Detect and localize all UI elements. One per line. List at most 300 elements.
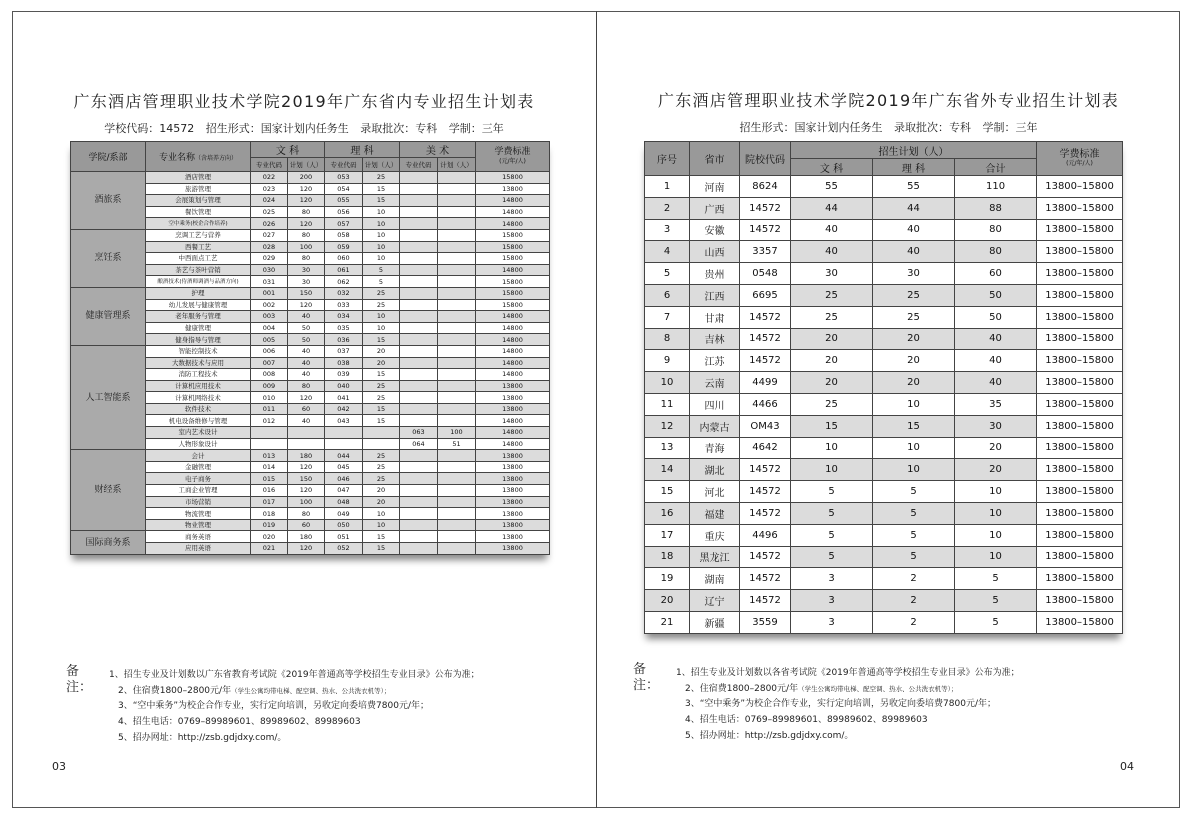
wenke-cell: 10 [791, 437, 873, 459]
like-plan-cell: 25 [363, 172, 400, 184]
header-meishu: 美 术 [400, 142, 476, 158]
header-like-plan: 计划（人） [363, 158, 400, 172]
table-row [645, 176, 1123, 198]
no-cell: 14 [645, 459, 690, 481]
wenke-code-cell: 017 [251, 496, 288, 508]
fee-cell: 13800–15800 [1037, 459, 1123, 481]
wenke-plan-cell: 40 [288, 357, 325, 369]
wenke-cell: 5 [791, 502, 873, 524]
major-cell: 健身指导与管理 [146, 334, 251, 346]
like-code-cell: 048 [325, 496, 363, 508]
like-plan-cell: 15 [363, 195, 400, 207]
header-plan: 招生计划（人） [791, 142, 1037, 159]
right-notes-list [676, 666, 1020, 745]
admission-batch: 录取批次：专科 [360, 122, 438, 135]
province-cell: 江苏 [690, 350, 740, 372]
wenke-plan-cell: 100 [288, 241, 325, 253]
like-plan-cell: 10 [363, 206, 400, 218]
like-code-cell: 060 [325, 253, 363, 265]
province-cell: 内蒙古 [690, 415, 740, 437]
total-cell: 50 [955, 306, 1037, 328]
fee-cell: 14800 [476, 195, 550, 207]
table-row [645, 502, 1123, 524]
major-cell: 酒店管理 [146, 172, 251, 184]
major-cell: 幼儿发展与健康管理 [146, 299, 251, 311]
like-cell: 30 [873, 263, 955, 285]
fee-cell: 14800 [476, 427, 550, 439]
like-plan-cell: 10 [363, 241, 400, 253]
admission-batch: 录取批次：专科 [894, 121, 971, 134]
meishu-code-cell [400, 415, 438, 427]
header-fee-label: 学费标准 [494, 146, 531, 157]
study-years: 学制：三年 [982, 121, 1038, 134]
table-row [645, 437, 1123, 459]
major-cell: 人物形象设计 [146, 438, 251, 450]
meishu-code-cell [400, 380, 438, 392]
total-cell: 40 [955, 372, 1037, 394]
like-plan-cell: 20 [363, 485, 400, 497]
wenke-cell: 3 [791, 611, 873, 633]
province-cell: 云南 [690, 372, 740, 394]
code-cell: 14572 [740, 306, 791, 328]
right-notes-label: 备注： [633, 662, 660, 693]
wenke-plan-cell: 30 [288, 264, 325, 276]
left-page-number: 03 [52, 760, 66, 773]
fee-cell: 13800–15800 [1037, 284, 1123, 306]
wenke-code-cell: 010 [251, 392, 288, 404]
fee-cell: 13800 [476, 473, 550, 485]
fee-cell: 13800–15800 [1037, 590, 1123, 612]
meishu-code-cell [400, 183, 438, 195]
dept-cell: 健康管理系 [71, 287, 146, 345]
wenke-cell: 20 [791, 372, 873, 394]
meishu-plan-cell: 100 [438, 427, 476, 439]
like-code-cell: 056 [325, 206, 363, 218]
major-cell: 大数据技术与应用 [146, 357, 251, 369]
fee-cell: 14800 [476, 357, 550, 369]
wenke-code-cell: 008 [251, 369, 288, 381]
no-cell: 10 [645, 372, 690, 394]
no-cell: 5 [645, 263, 690, 285]
meishu-plan-cell [438, 531, 476, 543]
wenke-cell: 40 [791, 219, 873, 241]
like-plan-cell [363, 427, 400, 439]
major-cell: 软件技术 [146, 403, 251, 415]
wenke-plan-cell: 40 [288, 345, 325, 357]
header-fee-label: 学费标准 [1059, 148, 1100, 160]
wenke-code-cell: 020 [251, 531, 288, 543]
meishu-code-cell [400, 403, 438, 415]
major-cell: 计算机网络技术 [146, 392, 251, 404]
total-cell: 40 [955, 328, 1037, 350]
wenke-code-cell: 006 [251, 345, 288, 357]
code-cell: 3357 [740, 241, 791, 263]
table-row [645, 611, 1123, 633]
total-cell: 110 [955, 176, 1037, 198]
no-cell: 13 [645, 437, 690, 459]
enroll-form: 招生形式：国家计划内任务生 [205, 122, 349, 135]
total-cell: 20 [955, 459, 1037, 481]
major-cell: 空中乘务(校企合作培养) [146, 218, 251, 230]
total-cell: 10 [955, 524, 1037, 546]
header-dept: 学院/系部 [71, 142, 146, 172]
major-cell: 会计 [146, 450, 251, 462]
wenke-code-cell: 019 [251, 519, 288, 531]
like-code-cell: 057 [325, 218, 363, 230]
fee-cell: 13800–15800 [1037, 393, 1123, 415]
in-province-table-box [70, 141, 549, 555]
major-cell: 中西面点工艺 [146, 253, 251, 265]
school-code: 学校代码：14572 [104, 122, 195, 135]
meishu-code-cell [400, 276, 438, 288]
meishu-code-cell [400, 299, 438, 311]
header-no: 序号 [645, 142, 690, 176]
fee-cell: 13800 [476, 380, 550, 392]
wenke-code-cell: 013 [251, 450, 288, 462]
table-row [71, 531, 550, 543]
no-cell: 12 [645, 415, 690, 437]
fee-cell: 13800–15800 [1037, 524, 1123, 546]
wenke-code-cell: 030 [251, 264, 288, 276]
meishu-plan-cell [438, 172, 476, 184]
wenke-plan-cell: 120 [288, 299, 325, 311]
right-note-5: 5、招办网址：http://zsb.gdjdxy.com/。 [685, 730, 854, 741]
fee-cell: 13800–15800 [1037, 241, 1123, 263]
header-province: 省市 [690, 142, 740, 176]
like-code-cell: 041 [325, 392, 363, 404]
right-note-2 [676, 682, 1020, 698]
meishu-code-cell [400, 264, 438, 276]
wenke-plan-cell: 120 [288, 183, 325, 195]
total-cell: 5 [955, 568, 1037, 590]
wenke-plan-cell: 150 [288, 287, 325, 299]
wenke-plan-cell: 80 [288, 380, 325, 392]
total-cell: 88 [955, 197, 1037, 219]
in-province-table-body [71, 172, 550, 555]
table-row [645, 350, 1123, 372]
province-cell: 四川 [690, 393, 740, 415]
like-plan-cell [363, 438, 400, 450]
fee-cell: 14800 [476, 311, 550, 323]
fee-cell: 14800 [476, 218, 550, 230]
table-row [645, 263, 1123, 285]
no-cell: 7 [645, 306, 690, 328]
like-code-cell: 037 [325, 345, 363, 357]
like-plan-cell: 25 [363, 461, 400, 473]
in-province-plan-table [70, 141, 550, 555]
fee-cell: 13800–15800 [1037, 437, 1123, 459]
province-cell: 河北 [690, 481, 740, 503]
meishu-code-cell [400, 485, 438, 497]
left-page [12, 11, 596, 808]
table-row [645, 590, 1123, 612]
like-plan-cell: 10 [363, 229, 400, 241]
province-cell: 重庆 [690, 524, 740, 546]
wenke-code-cell: 004 [251, 322, 288, 334]
total-cell: 10 [955, 502, 1037, 524]
fee-cell: 15800 [476, 299, 550, 311]
meishu-plan-cell [438, 415, 476, 427]
fee-cell: 13800 [476, 485, 550, 497]
like-code-cell: 032 [325, 287, 363, 299]
major-cell: 健康管理 [146, 322, 251, 334]
meishu-code-cell [400, 218, 438, 230]
fee-cell: 13800–15800 [1037, 306, 1123, 328]
like-code-cell: 035 [325, 322, 363, 334]
meishu-code-cell [400, 450, 438, 462]
meishu-plan-cell [438, 369, 476, 381]
major-cell: 消防工程技术 [146, 369, 251, 381]
fee-cell: 13800–15800 [1037, 328, 1123, 350]
right-note-3: 3、“空中乘务”为校企合作专业，实行定向培训，另收定向委培费7800元/年； [685, 699, 996, 710]
code-cell: 14572 [740, 481, 791, 503]
no-cell: 9 [645, 350, 690, 372]
fee-cell: 13800–15800 [1037, 176, 1123, 198]
like-cell: 10 [873, 393, 955, 415]
like-plan-cell: 5 [363, 264, 400, 276]
like-code-cell: 040 [325, 380, 363, 392]
like-code-cell: 042 [325, 403, 363, 415]
no-cell: 15 [645, 481, 690, 503]
like-code-cell: 043 [325, 415, 363, 427]
like-code-cell: 033 [325, 299, 363, 311]
code-cell: 4499 [740, 372, 791, 394]
wenke-plan-cell: 40 [288, 311, 325, 323]
like-plan-cell: 10 [363, 253, 400, 265]
table-row [71, 345, 550, 357]
wenke-cell: 25 [791, 393, 873, 415]
like-code-cell: 034 [325, 311, 363, 323]
province-cell: 山西 [690, 241, 740, 263]
like-code-cell: 053 [325, 172, 363, 184]
meishu-plan-cell [438, 322, 476, 334]
meishu-plan-cell [438, 264, 476, 276]
meishu-code-cell [400, 206, 438, 218]
wenke-plan-cell: 120 [288, 461, 325, 473]
wenke-cell: 44 [791, 197, 873, 219]
total-cell: 80 [955, 219, 1037, 241]
wenke-code-cell: 015 [251, 473, 288, 485]
no-cell: 18 [645, 546, 690, 568]
left-note-5: 5、招办网址：http://zsb.gdjdxy.com/。 [118, 732, 287, 743]
wenke-plan-cell: 30 [288, 276, 325, 288]
like-code-cell: 059 [325, 241, 363, 253]
wenke-code-cell: 003 [251, 311, 288, 323]
no-cell: 8 [645, 328, 690, 350]
total-cell: 60 [955, 263, 1037, 285]
header-major-label: 专业名称 [158, 153, 195, 163]
fee-cell: 13800 [476, 531, 550, 543]
like-cell: 25 [873, 284, 955, 306]
header-wenke-plan: 计划（人） [288, 158, 325, 172]
meishu-plan-cell [438, 183, 476, 195]
right-note-1: 1、招生专业及计划数以各省考试院《2019年普通高等学校招生专业目录》公布为准； [676, 668, 1020, 678]
wenke-plan-cell: 80 [288, 508, 325, 520]
code-cell: 14572 [740, 350, 791, 372]
right-page-subtitle [597, 119, 1180, 135]
like-cell: 5 [873, 502, 955, 524]
like-plan-cell: 25 [363, 380, 400, 392]
meishu-code-cell [400, 357, 438, 369]
meishu-code-cell [400, 322, 438, 334]
wenke-cell: 5 [791, 481, 873, 503]
fee-cell: 13800–15800 [1037, 546, 1123, 568]
table-row [645, 372, 1123, 394]
meishu-code-cell [400, 334, 438, 346]
like-code-cell [325, 427, 363, 439]
meishu-plan-cell [438, 485, 476, 497]
code-cell: 14572 [740, 459, 791, 481]
like-cell: 10 [873, 437, 955, 459]
wenke-plan-cell: 120 [288, 543, 325, 555]
left-note-2-small: （学生公寓均带电梯、配空调、热水、公共洗衣机等）； [231, 686, 391, 695]
wenke-plan-cell: 50 [288, 334, 325, 346]
meishu-code-cell [400, 392, 438, 404]
right-page-number: 04 [1120, 760, 1134, 773]
meishu-plan-cell [438, 543, 476, 555]
like-cell: 25 [873, 306, 955, 328]
fee-cell: 14800 [476, 264, 550, 276]
header-meishu-code: 专业代码 [400, 158, 438, 172]
province-cell: 新疆 [690, 611, 740, 633]
like-plan-cell: 15 [363, 403, 400, 415]
no-cell: 6 [645, 284, 690, 306]
table-row [71, 450, 550, 462]
wenke-plan-cell: 100 [288, 496, 325, 508]
left-page-subtitle [12, 120, 596, 136]
left-page-title: 广东酒店管理职业技术学院2019年广东省内专业招生计划表 [73, 92, 535, 111]
major-cell: 烹调工艺与营养 [146, 229, 251, 241]
wenke-code-cell: 024 [251, 195, 288, 207]
fee-cell: 15800 [476, 229, 550, 241]
fee-cell: 14800 [476, 345, 550, 357]
like-cell: 2 [873, 590, 955, 612]
left-note-4: 4、招生电话：0769–89989601、89989602、89989603 [118, 717, 361, 728]
meishu-code-cell [400, 531, 438, 543]
meishu-plan-cell [438, 311, 476, 323]
left-note-2-text: 2、住宿费1800–2800元/年 [118, 685, 232, 696]
like-cell: 15 [873, 415, 955, 437]
wenke-plan-cell: 40 [288, 369, 325, 381]
meishu-code-cell [400, 172, 438, 184]
wenke-code-cell: 011 [251, 403, 288, 415]
fee-cell: 13800–15800 [1037, 372, 1123, 394]
header-fee-unit: (元/年/人) [499, 157, 526, 165]
meishu-code-cell [400, 345, 438, 357]
wenke-code-cell: 002 [251, 299, 288, 311]
header-total: 合计 [955, 159, 1037, 176]
like-cell: 40 [873, 241, 955, 263]
right-note-4: 4、招生电话：0769–89989601、89989602、89989603 [685, 715, 928, 726]
meishu-plan-cell [438, 253, 476, 265]
province-cell: 吉林 [690, 328, 740, 350]
code-cell: 4466 [740, 393, 791, 415]
major-cell: 西餐工艺 [146, 241, 251, 253]
total-cell: 5 [955, 611, 1037, 633]
fee-cell: 13800 [476, 403, 550, 415]
like-plan-cell: 20 [363, 345, 400, 357]
like-cell: 5 [873, 481, 955, 503]
total-cell: 10 [955, 546, 1037, 568]
fee-cell: 13800–15800 [1037, 481, 1123, 503]
meishu-plan-cell [438, 241, 476, 253]
major-cell: 旅游管理 [146, 183, 251, 195]
meishu-plan-cell [438, 206, 476, 218]
total-cell: 35 [955, 393, 1037, 415]
wenke-code-cell: 016 [251, 485, 288, 497]
like-cell: 5 [873, 546, 955, 568]
wenke-plan-cell: 120 [288, 218, 325, 230]
code-cell: 14572 [740, 546, 791, 568]
like-plan-cell: 10 [363, 519, 400, 531]
code-cell: 14572 [740, 502, 791, 524]
wenke-plan-cell: 80 [288, 206, 325, 218]
like-plan-cell: 25 [363, 287, 400, 299]
meishu-plan-cell [438, 195, 476, 207]
fee-cell: 13800–15800 [1037, 611, 1123, 633]
meishu-plan-cell [438, 380, 476, 392]
wenke-code-cell: 012 [251, 415, 288, 427]
wenke-code-cell: 001 [251, 287, 288, 299]
header-wenke: 文 科 [251, 142, 325, 158]
wenke-plan-cell: 150 [288, 473, 325, 485]
header-wenke-code: 专业代码 [251, 158, 288, 172]
meishu-code-cell [400, 369, 438, 381]
like-plan-cell: 10 [363, 322, 400, 334]
wenke-plan-cell: 80 [288, 253, 325, 265]
like-code-cell: 050 [325, 519, 363, 531]
like-code-cell: 058 [325, 229, 363, 241]
meishu-code-cell [400, 195, 438, 207]
table-row [645, 524, 1123, 546]
like-plan-cell: 15 [363, 183, 400, 195]
wenke-cell: 40 [791, 241, 873, 263]
meishu-plan-cell [438, 496, 476, 508]
meishu-code-cell [400, 473, 438, 485]
major-cell: 金融管理 [146, 461, 251, 473]
fee-cell: 14800 [476, 438, 550, 450]
wenke-code-cell: 027 [251, 229, 288, 241]
code-cell: 14572 [740, 568, 791, 590]
like-code-cell: 061 [325, 264, 363, 276]
major-cell: 茶艺与茶叶营销 [146, 264, 251, 276]
province-cell: 青海 [690, 437, 740, 459]
wenke-plan-cell: 180 [288, 531, 325, 543]
wenke-code-cell: 009 [251, 380, 288, 392]
like-cell: 55 [873, 176, 955, 198]
like-cell: 2 [873, 568, 955, 590]
code-cell: 14572 [740, 328, 791, 350]
major-cell: 市场营销 [146, 496, 251, 508]
like-code-cell: 046 [325, 473, 363, 485]
like-code-cell: 039 [325, 369, 363, 381]
total-cell: 80 [955, 241, 1037, 263]
left-notes-list [109, 668, 480, 747]
fee-cell: 13800–15800 [1037, 350, 1123, 372]
wenke-code-cell [251, 438, 288, 450]
no-cell: 2 [645, 197, 690, 219]
dept-cell: 财经系 [71, 450, 146, 531]
code-cell: 14572 [740, 219, 791, 241]
meishu-plan-cell [438, 450, 476, 462]
major-cell: 机电设备维修与管理 [146, 415, 251, 427]
meishu-code-cell [400, 253, 438, 265]
wenke-plan-cell: 180 [288, 450, 325, 462]
like-plan-cell: 20 [363, 496, 400, 508]
like-code-cell: 055 [325, 195, 363, 207]
fee-cell: 13800 [476, 496, 550, 508]
major-cell: 智能控制技术 [146, 345, 251, 357]
